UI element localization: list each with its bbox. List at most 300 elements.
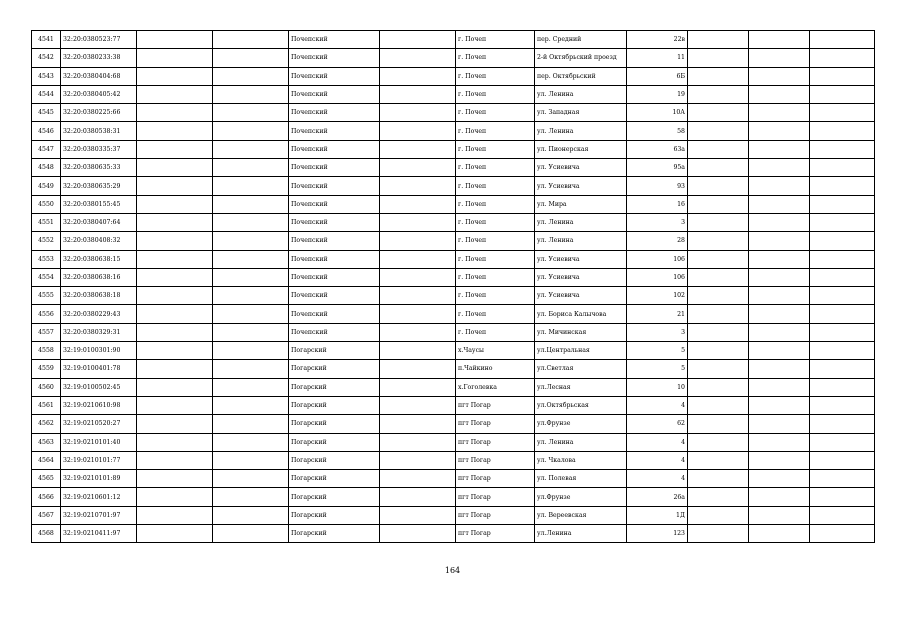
cadastral-number-cell: 32:19:0100401:78 [61,360,137,378]
empty-cell [810,396,875,414]
cadastral-number-cell: 32:19:0210601:12 [61,488,137,506]
table-row [32,268,875,286]
empty-cell [810,140,875,158]
street-cell: ул. Пионерская [535,140,627,158]
empty-cell [213,49,289,67]
empty-cell [749,85,810,103]
empty-cell [688,360,749,378]
district-cell: Почепский [289,305,380,323]
empty-cell [137,506,213,524]
empty-cell [688,67,749,85]
empty-cell [810,104,875,122]
house-number-cell: 4 [627,433,688,451]
empty-cell [380,488,456,506]
settlement-cell: пгт Погар [456,451,535,469]
empty-cell [137,104,213,122]
settlement-cell: г. Почеп [456,122,535,140]
empty-cell [137,268,213,286]
empty-cell [688,415,749,433]
row-number-cell: 4564 [32,451,61,469]
street-cell: ул. Ленина [535,85,627,103]
empty-cell [213,31,289,49]
district-cell: Погарский [289,396,380,414]
street-cell: ул.Октябрьская [535,396,627,414]
empty-cell [810,268,875,286]
street-cell: ул.Фрунзе [535,488,627,506]
settlement-cell: г. Почеп [456,49,535,67]
table-row [32,85,875,103]
cadastral-number-cell: 32:20:0380638:16 [61,268,137,286]
row-number-cell: 4541 [32,31,61,49]
empty-cell [380,451,456,469]
house-number-cell: 106 [627,268,688,286]
cadastral-number-cell: 32:20:0380635:29 [61,177,137,195]
table-row [32,360,875,378]
row-number-cell: 4547 [32,140,61,158]
empty-cell [749,525,810,543]
house-number-cell: 26а [627,488,688,506]
settlement-cell: г. Почеп [456,140,535,158]
row-number-cell: 4561 [32,396,61,414]
registry-body [32,31,875,543]
district-cell: Почепский [289,250,380,268]
row-number-cell: 4559 [32,360,61,378]
cadastral-number-cell: 32:20:0380408:32 [61,232,137,250]
empty-cell [749,488,810,506]
empty-cell [380,159,456,177]
empty-cell [380,268,456,286]
row-number-cell: 4546 [32,122,61,140]
house-number-cell: 1Д [627,506,688,524]
empty-cell [213,268,289,286]
district-cell: Погарский [289,506,380,524]
row-number-cell: 4552 [32,232,61,250]
empty-cell [213,396,289,414]
empty-cell [688,159,749,177]
row-number-cell: 4554 [32,268,61,286]
empty-cell [688,305,749,323]
empty-cell [213,213,289,231]
table-row [32,232,875,250]
empty-cell [380,232,456,250]
empty-cell [688,140,749,158]
empty-cell [213,122,289,140]
settlement-cell: г. Почеп [456,85,535,103]
empty-cell [749,213,810,231]
empty-cell [688,506,749,524]
cadastral-number-cell: 32:20:0380635:33 [61,159,137,177]
table-row [32,213,875,231]
empty-cell [810,305,875,323]
empty-cell [137,396,213,414]
street-cell: ул. Ленина [535,213,627,231]
empty-cell [810,213,875,231]
empty-cell [688,433,749,451]
empty-cell [137,195,213,213]
empty-cell [137,488,213,506]
empty-cell [810,232,875,250]
cadastral-number-cell: 32:19:0100301:90 [61,342,137,360]
house-number-cell: 3 [627,323,688,341]
house-number-cell: 62 [627,415,688,433]
empty-cell [749,195,810,213]
empty-cell [688,122,749,140]
empty-cell [749,506,810,524]
settlement-cell: г. Почеп [456,232,535,250]
row-number-cell: 4542 [32,49,61,67]
empty-cell [380,525,456,543]
empty-cell [749,177,810,195]
empty-cell [137,85,213,103]
district-cell: Почепский [289,104,380,122]
table-row [32,342,875,360]
empty-cell [213,360,289,378]
settlement-cell: х.Гоголевка [456,378,535,396]
empty-cell [213,140,289,158]
house-number-cell: 4 [627,451,688,469]
house-number-cell: 5 [627,360,688,378]
table-row [32,415,875,433]
row-number-cell: 4555 [32,287,61,305]
district-cell: Погарский [289,342,380,360]
empty-cell [137,433,213,451]
row-number-cell: 4562 [32,415,61,433]
settlement-cell: пгт Погар [456,488,535,506]
cadastral-number-cell: 32:20:0380329:31 [61,323,137,341]
district-cell: Почепский [289,213,380,231]
empty-cell [380,287,456,305]
empty-cell [749,232,810,250]
empty-cell [749,360,810,378]
district-cell: Почепский [289,195,380,213]
empty-cell [380,415,456,433]
district-cell: Почепский [289,323,380,341]
street-cell: 2-й Октябрьский проезд [535,49,627,67]
house-number-cell: 63а [627,140,688,158]
empty-cell [137,159,213,177]
empty-cell [749,140,810,158]
row-number-cell: 4550 [32,195,61,213]
empty-cell [137,177,213,195]
empty-cell [810,415,875,433]
house-number-cell: 19 [627,85,688,103]
row-number-cell: 4565 [32,470,61,488]
empty-cell [749,470,810,488]
empty-cell [749,323,810,341]
empty-cell [749,342,810,360]
empty-cell [213,342,289,360]
row-number-cell: 4557 [32,323,61,341]
empty-cell [380,122,456,140]
empty-cell [688,195,749,213]
cadastral-number-cell: 32:20:0380229:43 [61,305,137,323]
street-cell: ул.Светлая [535,360,627,378]
house-number-cell: 22в [627,31,688,49]
street-cell: ул. Усиевича [535,287,627,305]
settlement-cell: пгт Погар [456,415,535,433]
empty-cell [137,323,213,341]
row-number-cell: 4560 [32,378,61,396]
empty-cell [213,232,289,250]
row-number-cell: 4556 [32,305,61,323]
empty-cell [810,159,875,177]
empty-cell [137,451,213,469]
street-cell: пер. Средний [535,31,627,49]
table-row [32,470,875,488]
table-row [32,323,875,341]
empty-cell [380,342,456,360]
street-cell: ул. Усиевича [535,250,627,268]
empty-cell [137,305,213,323]
cadastral-number-cell: 32:19:0210101:40 [61,433,137,451]
empty-cell [749,433,810,451]
district-cell: Почепский [289,177,380,195]
empty-cell [810,323,875,341]
empty-cell [213,525,289,543]
house-number-cell: 106 [627,250,688,268]
empty-cell [688,451,749,469]
row-number-cell: 4568 [32,525,61,543]
district-cell: Погарский [289,433,380,451]
empty-cell [810,525,875,543]
empty-cell [213,159,289,177]
empty-cell [749,250,810,268]
cadastral-number-cell: 32:20:0380638:18 [61,287,137,305]
empty-cell [213,85,289,103]
cadastral-number-cell: 32:20:0380335:37 [61,140,137,158]
empty-cell [810,195,875,213]
table-row [32,506,875,524]
street-cell: ул. Усиевича [535,268,627,286]
street-cell: ул. Усиевича [535,177,627,195]
street-cell: ул. Ленина [535,122,627,140]
empty-cell [380,49,456,67]
empty-cell [380,323,456,341]
empty-cell [137,140,213,158]
empty-cell [380,213,456,231]
empty-cell [688,49,749,67]
empty-cell [688,488,749,506]
house-number-cell: 102 [627,287,688,305]
empty-cell [213,67,289,85]
empty-cell [810,451,875,469]
empty-cell [749,287,810,305]
empty-cell [749,49,810,67]
table-row [32,31,875,49]
settlement-cell: г. Почеп [456,250,535,268]
row-number-cell: 4544 [32,85,61,103]
empty-cell [213,104,289,122]
settlement-cell: пгт Погар [456,396,535,414]
empty-cell [213,506,289,524]
house-number-cell: 10А [627,104,688,122]
house-number-cell: 123 [627,525,688,543]
district-cell: Погарский [289,378,380,396]
row-number-cell: 4566 [32,488,61,506]
empty-cell [137,342,213,360]
empty-cell [213,250,289,268]
district-cell: Погарский [289,415,380,433]
settlement-cell: г. Почеп [456,305,535,323]
cadastral-number-cell: 32:20:0380538:31 [61,122,137,140]
district-cell: Почепский [289,67,380,85]
empty-cell [688,396,749,414]
table-row [32,49,875,67]
empty-cell [810,506,875,524]
street-cell: ул. Ленина [535,232,627,250]
empty-cell [213,287,289,305]
settlement-cell: г. Почеп [456,177,535,195]
empty-cell [213,470,289,488]
empty-cell [137,232,213,250]
empty-cell [213,415,289,433]
street-cell: ул. Мичинская [535,323,627,341]
cadastral-number-cell: 32:19:0210101:89 [61,470,137,488]
empty-cell [810,287,875,305]
empty-cell [137,49,213,67]
row-number-cell: 4551 [32,213,61,231]
cadastral-number-cell: 32:19:0210610:98 [61,396,137,414]
house-number-cell: 28 [627,232,688,250]
settlement-cell: пгт Погар [456,506,535,524]
empty-cell [213,305,289,323]
cadastral-number-cell: 32:20:0380407:64 [61,213,137,231]
cadastral-number-cell: 32:20:0380638:15 [61,250,137,268]
empty-cell [137,250,213,268]
empty-cell [688,287,749,305]
empty-cell [137,415,213,433]
table-row [32,287,875,305]
empty-cell [688,232,749,250]
house-number-cell: 4 [627,470,688,488]
empty-cell [380,140,456,158]
table-row [32,104,875,122]
row-number-cell: 4543 [32,67,61,85]
house-number-cell: 21 [627,305,688,323]
empty-cell [688,268,749,286]
house-number-cell: 5 [627,342,688,360]
registry-table [31,30,875,543]
settlement-cell: пгт Погар [456,433,535,451]
table-row [32,451,875,469]
empty-cell [810,433,875,451]
settlement-cell: пгт Погар [456,470,535,488]
empty-cell [749,378,810,396]
empty-cell [213,378,289,396]
cadastral-number-cell: 32:20:0380225:66 [61,104,137,122]
empty-cell [380,396,456,414]
empty-cell [810,360,875,378]
district-cell: Погарский [289,451,380,469]
empty-cell [688,323,749,341]
row-number-cell: 4549 [32,177,61,195]
street-cell: ул. Полевая [535,470,627,488]
empty-cell [380,470,456,488]
house-number-cell: 93 [627,177,688,195]
cadastral-number-cell: 32:20:0380405:42 [61,85,137,103]
empty-cell [688,104,749,122]
empty-cell [688,470,749,488]
cadastral-number-cell: 32:20:0380404:68 [61,67,137,85]
street-cell: ул. Вереевская [535,506,627,524]
empty-cell [749,451,810,469]
empty-cell [137,213,213,231]
district-cell: Почепский [289,140,380,158]
empty-cell [213,451,289,469]
district-cell: Почепский [289,232,380,250]
empty-cell [688,342,749,360]
empty-cell [749,268,810,286]
empty-cell [380,85,456,103]
cadastral-number-cell: 32:19:0210520:27 [61,415,137,433]
empty-cell [380,378,456,396]
house-number-cell: 4 [627,396,688,414]
empty-cell [137,360,213,378]
empty-cell [810,85,875,103]
empty-cell [810,470,875,488]
row-number-cell: 4567 [32,506,61,524]
table-row [32,250,875,268]
empty-cell [380,433,456,451]
table-row [32,525,875,543]
district-cell: Почепский [289,85,380,103]
empty-cell [380,67,456,85]
empty-cell [137,470,213,488]
settlement-cell: г. Почеп [456,67,535,85]
empty-cell [380,195,456,213]
settlement-cell: г. Почеп [456,287,535,305]
settlement-cell: г. Почеп [456,195,535,213]
house-number-cell: 10 [627,378,688,396]
street-cell: ул.Центральная [535,342,627,360]
cadastral-number-cell: 32:20:0380233:38 [61,49,137,67]
street-cell: ул. Западная [535,104,627,122]
street-cell: ул. Чкалова [535,451,627,469]
street-cell: ул. Мира [535,195,627,213]
settlement-cell: г. Почеп [456,323,535,341]
empty-cell [688,85,749,103]
row-number-cell: 4563 [32,433,61,451]
house-number-cell: 11 [627,49,688,67]
table-row [32,433,875,451]
empty-cell [749,415,810,433]
empty-cell [137,67,213,85]
empty-cell [213,177,289,195]
empty-cell [810,250,875,268]
house-number-cell: 95а [627,159,688,177]
empty-cell [137,287,213,305]
empty-cell [137,122,213,140]
empty-cell [380,305,456,323]
cadastral-number-cell: 32:19:0210701:97 [61,506,137,524]
empty-cell [380,177,456,195]
empty-cell [137,378,213,396]
district-cell: Погарский [289,360,380,378]
empty-cell [810,122,875,140]
street-cell: ул. Бориса Калычова [535,305,627,323]
settlement-cell: г. Почеп [456,104,535,122]
district-cell: Почепский [289,122,380,140]
empty-cell [688,31,749,49]
empty-cell [213,488,289,506]
settlement-cell: г. Почеп [456,213,535,231]
district-cell: Почепский [289,287,380,305]
house-number-cell: 58 [627,122,688,140]
empty-cell [688,177,749,195]
settlement-cell: г. Почеп [456,31,535,49]
empty-cell [810,177,875,195]
empty-cell [810,378,875,396]
